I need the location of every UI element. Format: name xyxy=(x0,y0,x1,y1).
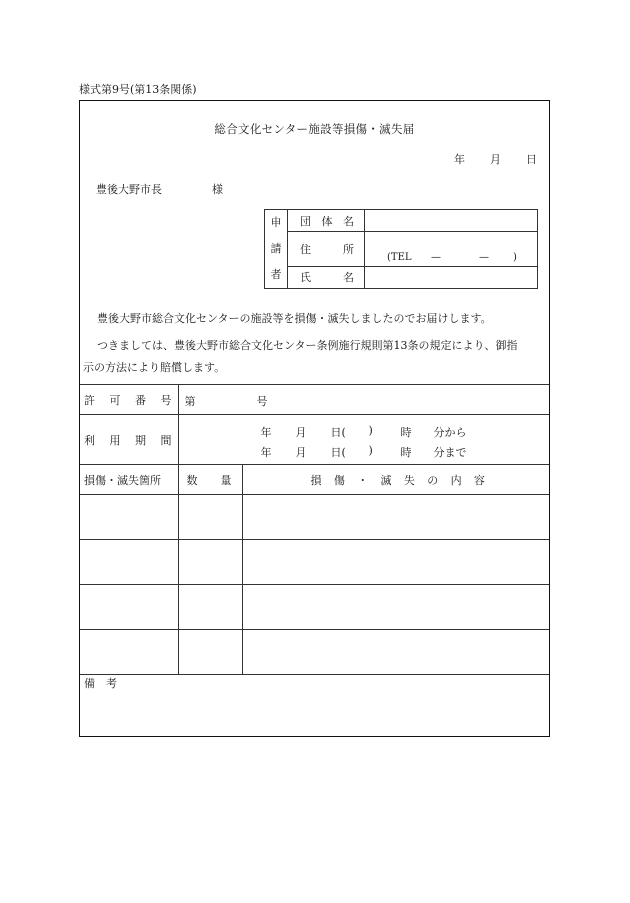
table-row xyxy=(80,495,549,540)
date-year: 年 xyxy=(454,153,465,166)
usage-period-field[interactable] xyxy=(178,415,549,465)
damage-content-header: 損 傷 ・ 滅 失 の 内 容 xyxy=(242,465,549,495)
body-paragraph-2-line-1: つきましては、豊後大野市総合文化センター条例施行規則第13条の規定により、御指 xyxy=(97,339,518,352)
details-table xyxy=(80,384,549,737)
usage-period-label: 利 用 期 間 xyxy=(80,415,178,465)
remarks-field[interactable] xyxy=(80,675,549,737)
damage-content-cell[interactable] xyxy=(242,585,549,630)
table-row xyxy=(80,585,549,630)
applicant-table xyxy=(264,209,538,289)
org-name-field[interactable] xyxy=(365,210,538,232)
quantity-cell[interactable] xyxy=(178,585,242,630)
body-paragraph-1: 豊後大野市総合文化センターの施設等を損傷・滅失しましたのでお届けします。 xyxy=(97,312,492,325)
quantity-cell[interactable] xyxy=(178,495,242,540)
usage-period-from: 年 月 日( ) 時 分から xyxy=(260,424,467,439)
permit-number-label: 許 可 番 号 xyxy=(80,385,178,415)
damage-content-cell[interactable] xyxy=(242,630,549,675)
date-day: 日 xyxy=(526,153,537,166)
person-name-label: 氏 名 xyxy=(288,266,365,288)
table-row xyxy=(80,540,549,585)
body-paragraph-2-line-2: 示の方法により賠償します。 xyxy=(83,361,226,374)
permit-number-field[interactable]: 第 号 xyxy=(178,385,549,415)
form-title: 総合文化センター施設等損傷・滅失届 xyxy=(214,122,415,136)
address-label: 住 所 xyxy=(288,232,365,266)
form-number: 様式第9号(第13条関係) xyxy=(79,83,197,96)
address-field[interactable] xyxy=(365,232,538,266)
date-month: 月 xyxy=(490,153,501,166)
damage-location-cell[interactable] xyxy=(80,630,178,675)
usage-period-to: 年 月 日( ) 時 分まで xyxy=(260,444,467,459)
quantity-cell[interactable] xyxy=(178,630,242,675)
damage-location-header: 損傷・滅失箇所 xyxy=(80,465,178,495)
remarks-label: 備 考 xyxy=(84,677,117,690)
org-name-label: 団 体 名 xyxy=(288,210,365,232)
addressee-honorific: 様 xyxy=(212,183,223,196)
addressee xyxy=(96,181,223,197)
table-row xyxy=(80,630,549,675)
tel-line: (TEL — — ) xyxy=(387,251,517,263)
quantity-header: 数 量 xyxy=(178,465,242,495)
damage-location-cell[interactable] xyxy=(80,585,178,630)
damage-content-cell[interactable] xyxy=(242,540,549,585)
damage-content-cell[interactable] xyxy=(242,495,549,540)
quantity-cell[interactable] xyxy=(178,540,242,585)
damage-location-cell[interactable] xyxy=(80,495,178,540)
applicant-group-label: 申 請 者 xyxy=(265,210,288,289)
person-name-field[interactable] xyxy=(365,266,538,288)
addressee-name: 豊後大野市長 xyxy=(96,183,162,196)
damage-location-cell[interactable] xyxy=(80,540,178,585)
form-frame xyxy=(79,100,550,737)
